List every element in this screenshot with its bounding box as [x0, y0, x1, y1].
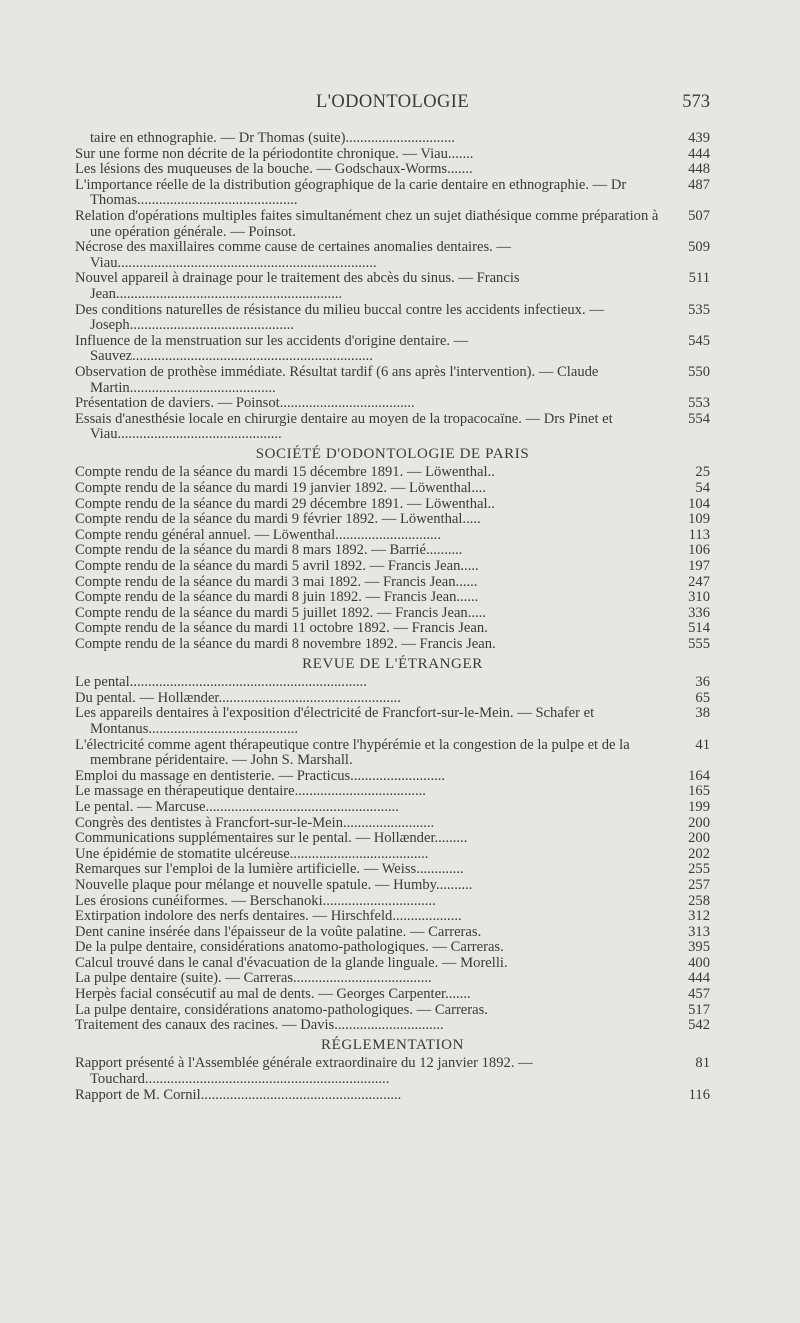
- entry-title: Compte rendu de la séance du mardi 8 mars 1892. — Barrié..........: [75, 543, 463, 559]
- entry-page-number: 165: [688, 783, 710, 800]
- entry-title: Compte rendu de la séance du mardi 11 octobre 1892. — Francis Jean.: [75, 621, 488, 637]
- toc-entry: [75, 971, 710, 987]
- entry-title: Calcul trouvé dans le canal d'évacuation de la glande linguale. — Morelli.: [75, 955, 508, 971]
- entry-title: Le pental.................................................................: [75, 675, 367, 691]
- toc-entry: [75, 528, 710, 544]
- page-number: 573: [682, 92, 710, 112]
- toc-entry: [75, 303, 710, 334]
- entry-page-number: 247: [688, 573, 710, 590]
- entry-title: Des conditions naturelles de résistance du milieu buccal contre les accidents infectieux. — Joseph.............................................: [75, 302, 604, 334]
- toc-entry: [75, 940, 710, 956]
- toc-entry: [75, 637, 710, 653]
- entry-title: De la pulpe dentaire, considérations anatomo-pathologiques. — Carreras.: [75, 940, 504, 956]
- page-header: [75, 92, 710, 116]
- toc-entry: [75, 1088, 710, 1104]
- toc-entry: [75, 1018, 710, 1034]
- entry-title: Le pental. — Marcuse.....................................................: [75, 799, 399, 815]
- entry-page-number: 313: [688, 923, 710, 940]
- entry-page-number: 395: [688, 939, 710, 956]
- entry-title: Compte rendu de la séance du mardi 8 novembre 1892. — Francis Jean.: [75, 637, 496, 652]
- entry-page-number: 116: [688, 1086, 710, 1103]
- entry-title: Emploi du massage en dentisterie. — Practicus..........................: [75, 768, 446, 784]
- entry-title: Nouvelle plaque pour mélange et nouvelle spatule. — Humby..........: [75, 877, 473, 893]
- toc-entry: [75, 606, 710, 622]
- entry-title: Compte rendu de la séance du mardi 8 juin 1892. — Francis Jean......: [75, 590, 479, 606]
- entry-title: Compte rendu de la séance du mardi 15 décembre 1891. — Löwenthal..: [75, 465, 495, 481]
- toc-entry: [75, 590, 710, 606]
- entry-page-number: 199: [688, 798, 710, 815]
- toc-entry: [75, 621, 710, 637]
- toc-entry: [75, 543, 710, 559]
- entry-page-number: 509: [688, 239, 710, 256]
- toc-entry: [75, 738, 710, 769]
- entry-page-number: 109: [688, 511, 710, 528]
- entry-title: Extirpation indolore des nerfs dentaires. — Hirschfeld...................: [75, 909, 462, 925]
- entry-title: Communications supplémentaires sur le pental. — Hollænder.........: [75, 831, 468, 847]
- entry-title: taire en ethnographie. — Dr Thomas (suite)..............................: [90, 131, 455, 146]
- entry-title: Traitement des canaux des racines. — Davis..............................: [75, 1018, 444, 1034]
- toc-entry: [75, 365, 710, 396]
- toc-entry: [75, 178, 710, 209]
- toc-entry: [75, 862, 710, 878]
- section-title: RÉGLEMENTATION: [320, 1036, 464, 1053]
- entry-title: Sur une forme non décrite de la périodontite chronique. — Viau.......: [75, 146, 474, 162]
- entry-page-number: 200: [688, 830, 710, 847]
- toc-entry: [75, 465, 710, 481]
- toc-entry: [75, 147, 710, 163]
- toc-entry: [75, 271, 710, 302]
- entry-page-number: 487: [688, 176, 710, 193]
- toc-entry: [75, 575, 710, 591]
- entry-page-number: 197: [688, 558, 710, 575]
- toc-entry: [75, 162, 710, 178]
- section-title: SOCIÉTÉ D'ODONTOLOGIE DE PARIS: [255, 445, 530, 462]
- entry-page-number: 164: [688, 767, 710, 784]
- entry-title: Compte rendu de la séance du mardi 3 mai 1892. — Francis Jean......: [75, 574, 478, 590]
- entry-page-number: 457: [688, 986, 710, 1003]
- toc-entry: [75, 925, 710, 941]
- entry-page-number: 202: [688, 845, 710, 862]
- entry-page-number: 65: [695, 689, 710, 706]
- entry-title: La pulpe dentaire (suite). — Carreras......................................: [75, 971, 432, 987]
- entry-page-number: 257: [688, 876, 710, 893]
- entry-title: Compte rendu de la séance du mardi 29 décembre 1891. — Löwenthal..: [75, 496, 495, 512]
- entry-title: Le massage en thérapeutique dentaire....................................: [75, 784, 426, 800]
- entry-page-number: 200: [688, 814, 710, 831]
- entry-page-number: 439: [688, 130, 710, 146]
- entry-title: Influence de la menstruation sur les accidents d'origine dentaire. — Sauvez..................................................................: [75, 333, 469, 365]
- toc-entry: [75, 831, 710, 847]
- toc-entry: [75, 784, 710, 800]
- entry-page-number: 444: [688, 145, 710, 162]
- entry-page-number: 113: [688, 526, 710, 543]
- table-of-contents: [75, 131, 710, 1103]
- entry-title: Compte rendu de la séance du mardi 5 avril 1892. — Francis Jean.....: [75, 559, 479, 575]
- entry-page-number: 542: [688, 1017, 710, 1034]
- toc-entry: [75, 816, 710, 832]
- entry-title: Congrès des dentistes à Francfort-sur-le-Mein.........................: [75, 815, 435, 831]
- toc-entry: [75, 559, 710, 575]
- toc-entry: [75, 706, 710, 737]
- entry-title: Compte rendu de la séance du mardi 9 février 1892. — Löwenthal.....: [75, 512, 481, 528]
- entry-title: Du pental. — Hollænder..................................................: [75, 690, 401, 706]
- entry-page-number: 507: [688, 207, 710, 224]
- toc-entry: [75, 412, 710, 443]
- entry-title: Nouvel appareil à drainage pour le traitement des abcès du sinus. — Francis Jean..............................................................: [75, 271, 520, 302]
- entry-page-number: 104: [688, 495, 710, 512]
- entry-page-number: 550: [688, 363, 710, 380]
- entry-title: Compte rendu général annuel. — Löwenthal.............................: [75, 527, 441, 543]
- toc-entry: [75, 894, 710, 910]
- entry-title: Compte rendu de la séance du mardi 19 janvier 1892. — Löwenthal....: [75, 481, 486, 497]
- toc-entry: [75, 1056, 710, 1087]
- entry-title: Compte rendu de la séance du mardi 5 juillet 1892. — Francis Jean.....: [75, 605, 486, 621]
- entry-title: La pulpe dentaire, considérations anatomo-pathologiques. — Carreras.: [75, 1002, 488, 1018]
- entry-title: Herpès facial consécutif au mal de dents. — Georges Carpenter.......: [75, 987, 471, 1003]
- entry-page-number: 555: [688, 636, 710, 652]
- toc-entry: [75, 691, 710, 707]
- entry-page-number: 106: [688, 542, 710, 559]
- entry-page-number: 81: [695, 1055, 710, 1072]
- toc-entry: [75, 909, 710, 925]
- running-title: L'ODONTOLOGIE: [315, 92, 470, 112]
- entry-page-number: 38: [695, 705, 710, 722]
- entry-page-number: 444: [688, 970, 710, 987]
- entry-title: Nécrose des maxillaires comme cause de certaines anomalies dentaires. — Viau.......................................................................: [75, 240, 512, 271]
- entry-page-number: 336: [688, 604, 710, 621]
- toc-entry: [75, 131, 710, 147]
- entry-page-number: 25: [695, 464, 710, 481]
- entry-title: Rapport présenté à l'Assemblée générale extraordinaire du 12 janvier 1892. — Touchard...................................................................: [75, 1056, 533, 1088]
- section-title: REVUE DE L'ÉTRANGER: [302, 655, 483, 672]
- entry-page-number: 514: [688, 620, 710, 637]
- entry-title: Relation d'opérations multiples faites simultanément chez un sujet diathésique comme préparation à une opération générale. — Poinsot.: [75, 208, 659, 240]
- toc-entry: [75, 396, 710, 412]
- entry-title: Une épidémie de stomatite ulcéreuse......................................: [75, 846, 429, 862]
- toc-entry: [75, 878, 710, 894]
- toc-entry: [75, 847, 710, 863]
- entry-page-number: 36: [695, 674, 710, 691]
- entry-page-number: 255: [688, 861, 710, 878]
- toc-entry: [75, 800, 710, 816]
- entry-page-number: 310: [688, 589, 710, 606]
- entry-page-number: 400: [688, 954, 710, 971]
- toc-entry: [75, 512, 710, 528]
- toc-entry: [75, 769, 710, 785]
- entry-page-number: 258: [688, 892, 710, 909]
- toc-entry: [75, 956, 710, 972]
- toc-entry: [75, 209, 710, 240]
- entry-page-number: 448: [688, 161, 710, 178]
- toc-entry: [75, 675, 710, 691]
- entry-page-number: 41: [695, 736, 710, 753]
- toc-entry: [75, 334, 710, 365]
- entry-page-number: 312: [688, 908, 710, 925]
- toc-entry: [75, 497, 710, 513]
- entry-title: L'électricité comme agent thérapeutique contre l'hypérémie et la congestion de la pulpe et de la membrane péridentaire. — John S. Marshall.: [75, 737, 630, 769]
- entry-page-number: 554: [688, 410, 710, 427]
- entry-title: Les appareils dentaires à l'exposition d'électricité de Francfort-sur-le-Mein. — Schafer et Montanus.........................................: [75, 706, 595, 737]
- entry-page-number: 511: [688, 270, 710, 287]
- entry-page-number: 545: [688, 332, 710, 349]
- entry-title: L'importance réelle de la distribution géographique de la carie dentaire en ethnographie. — Dr Thomas............................................: [75, 177, 627, 209]
- entry-title: Remarques sur l'emploi de la lumière artificielle. — Weiss.............: [75, 862, 464, 878]
- toc-entry: [75, 481, 710, 497]
- entry-page-number: 553: [688, 395, 710, 412]
- toc-entry: [75, 240, 710, 271]
- entry-title: Essais d'anesthésie locale en chirurgie dentaire au moyen de la tropacocaïne. — Drs Pinet et Viau.............................................: [75, 411, 613, 443]
- entry-page-number: 517: [688, 1001, 710, 1018]
- entry-title: Observation de prothèse immédiate. Résultat tardif (6 ans après l'intervention). — Claude Martin........................................: [75, 364, 599, 396]
- entry-title: Dent canine insérée dans l'épaisseur de la voûte palatine. — Carreras.: [75, 924, 482, 940]
- entry-title: Les érosions cunéiformes. — Berschanoki...............................: [75, 893, 436, 909]
- entry-page-number: 535: [688, 301, 710, 318]
- toc-entry: [75, 1003, 710, 1019]
- toc-entry: [75, 987, 710, 1003]
- entry-title: Les lésions des muqueuses de la bouche. — Godschaux-Worms.......: [75, 162, 473, 178]
- entry-title: Présentation de daviers. — Poinsot.....................................: [75, 396, 415, 412]
- entry-page-number: 54: [695, 480, 710, 497]
- entry-title: Rapport de M. Cornil.......................................................: [75, 1087, 402, 1103]
